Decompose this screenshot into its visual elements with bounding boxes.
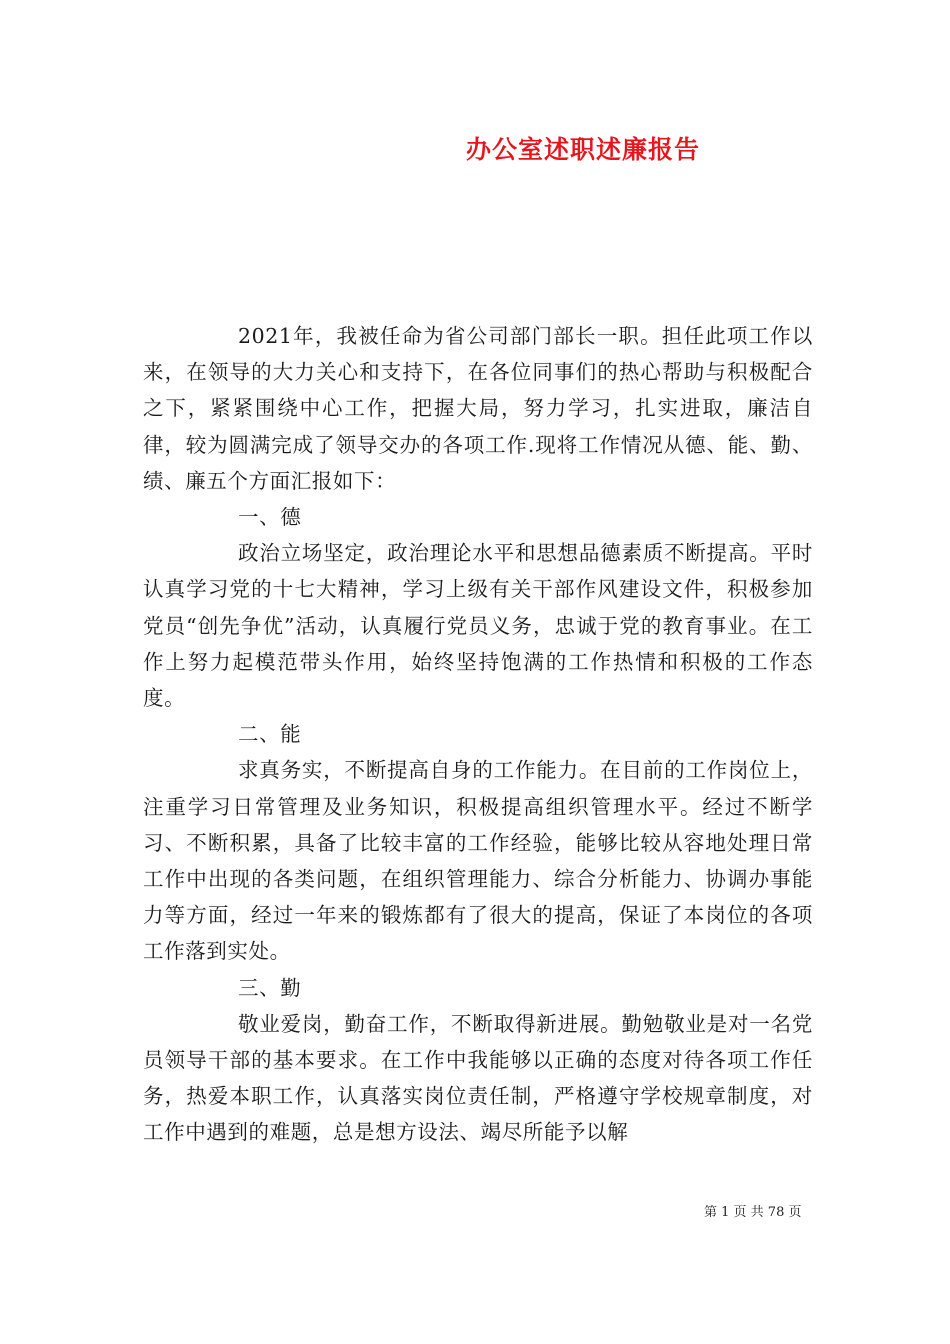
section-paragraph-qin: 敬业爱岗，勤奋工作，不断取得新进展。勤勉敬业是对一名党员领导干部的基本要求。在工作中我能够以正确的态度对待各项工作任务，热爱本职工作，认真落实岗位责任制，严格遵守学校规章制度，对工作中遇到的难题，总是想方设法、竭尽所能予以解 [143, 1011, 813, 1145]
document-title: 办公室述职述廉报告 [465, 135, 700, 164]
section-heading-neng: 二、能 [238, 722, 302, 747]
page-number-footer: 第 1 页 共 78 页 [704, 1205, 802, 1220]
section-heading-de: 一、德 [238, 505, 302, 530]
intro-paragraph: 2021年，我被任命为省公司部门部长一职。担任此项工作以来，在领导的大力关心和支持下，在各位同事们的热心帮助与积极配合之下，紧紧围绕中心工作，把握大局，努力学习，扎实进取，廉洁自律，较为圆满完成了领导交办的各项工作.现将工作情况从德、能、勤、绩、廉五个方面汇报如下： [143, 324, 813, 493]
section-heading-qin: 三、勤 [238, 975, 302, 1000]
section-paragraph-de: 政治立场坚定，政治理论水平和思想品德素质不断提高。平时认真学习党的十七大精神，学习上级有关干部作风建设文件，积极参加党员“创先争优”活动，认真履行党员义务，忠诚于党的教育事业。在工作上努力起模范带头作用，始终坚持饱满的工作热情和积极的工作态度。 [143, 541, 813, 711]
document-body [143, 318, 813, 1151]
section-paragraph-neng: 求真务实，不断提高自身的工作能力。在目前的工作岗位上，注重学习日常管理及业务知识，积极提高组织管理水平。经过不断学习、不断积累，具备了比较丰富的工作经验，能够比较从容地处理日常工作中出现的各类问题，在组织管理能力、综合分析能力、协调办事能力等方面，经过一年来的锻炼都有了很大的提高，保证了本岗位的各项工作落到实处。 [143, 758, 813, 964]
